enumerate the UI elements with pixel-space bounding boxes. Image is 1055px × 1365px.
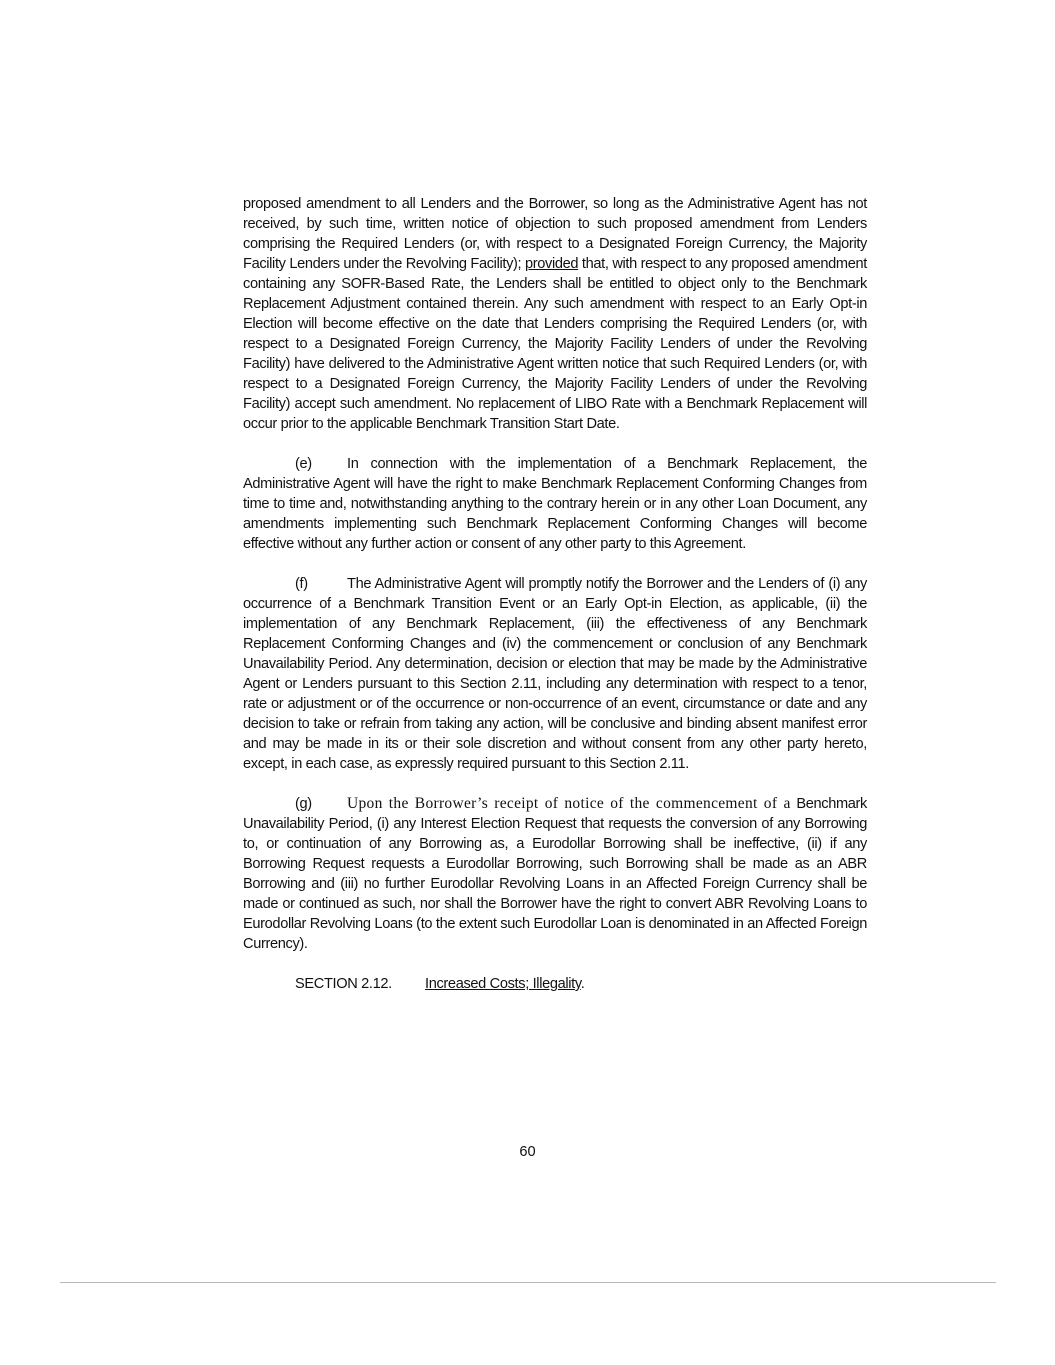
page-number: 60 <box>519 1144 536 1160</box>
footer-divider <box>60 1282 996 1283</box>
paragraph-text: Benchmark Unavailability Period, (i) any Interest Election Request that requests the conversion of any Borrowing to, or continuation of any Borrowing as, a Eurodollar Borrowing shall be ineffective, (ii) if any Borrowing Request requests a Eurodollar Borrowing, such Borrowing shall be made as an ABR Borrowing and (iii) no further Eurodollar Revolving Loans in an Affected Foreign Currency shall be made or continued as such, nor shall the Borrower have the right to convert ABR Revolving Loans to Eurodollar Revolving Loans (to the extent such Eurodollar Loan is denominated in an Affected Foreign Currency). <box>243 796 867 952</box>
paragraph-label: (e) <box>295 456 312 472</box>
paragraph-label: (f) <box>295 576 308 592</box>
paragraph-g <box>243 794 867 954</box>
paragraph-text: In connection with the implementation of a Benchmark Replacement, the Administrative Agent will have the right to make Benchmark Replacement Conforming Changes from time to time and, notwithstanding anything to the contrary herein or in any other Loan Document, any amendments implementing such Benchmark Replacement Conforming Changes will become effective without any further action or consent of any other party to this Agreement. <box>243 456 867 552</box>
paragraph-e <box>243 454 867 554</box>
paragraph-f <box>243 574 867 774</box>
paragraph-text-serif: Upon the Borrower’s receipt of notice of the commencement of a <box>347 795 791 812</box>
paragraph-continued <box>243 194 867 434</box>
paragraph-label: (g) <box>295 796 312 812</box>
section-title-period: . <box>580 976 585 992</box>
paragraph-text: that, with respect to any proposed amendment containing any SOFR-Based Rate, the Lenders shall be entitled to object only to the Benchmark Replacement Adjustment contained therein. Any such amendment with respect to an Early Opt-in Election will become effective on the date that Lenders comprising the Required Lenders (or, with respect to a Designated Foreign Currency, the Majority Facility Lenders of under the Revolving Facility) have delivered to the Administrative Agent written notice that such Required Lenders (or, with respect to a Designated Foreign Currency, the Majority Facility Lenders of under the Revolving Facility) accept such amendment. No replacement of LIBO Rate with a Benchmark Replacement will occur prior to the applicable Benchmark Transition Start Date. <box>243 256 867 432</box>
section-number: SECTION 2.12. <box>295 976 392 992</box>
document-body <box>243 194 867 994</box>
section-title: Increased Costs; Illegality <box>425 976 581 992</box>
paragraph-text: proposed amendment to all Lenders and the Borrower, so long as the Administrative Agent has not received, by such time, written notice of objection to such proposed amendment from Lenders comprising the Required Lenders (or, with respect to a Designated Foreign Currency, the Majority Facility Lenders under the Revolving Facility); <box>243 196 867 272</box>
paragraph-text: The Administrative Agent will promptly notify the Borrower and the Lenders of (i) any occurrence of a Benchmark Transition Event or an Early Opt-in Election, as applicable, (ii) the implementation of any Benchmark Replacement, (iii) the effectiveness of any Benchmark Replacement Conforming Changes and (iv) the commencement or conclusion of any Benchmark Unavailability Period. Any determination, decision or election that may be made by the Administrative Agent or Lenders pursuant to this Section 2.11, including any determination with respect to a tenor, rate or adjustment or of the occurrence or non-occurrence of an event, circumstance or date and any decision to take or refrain from taking any action, will be conclusive and binding absent manifest error and may be made in its or their sole discretion and without consent from any other party hereto, except, in each case, as expressly required pursuant to this Section 2.11. <box>243 576 867 772</box>
provided-term: provided <box>524 256 579 272</box>
section-heading <box>243 974 867 994</box>
